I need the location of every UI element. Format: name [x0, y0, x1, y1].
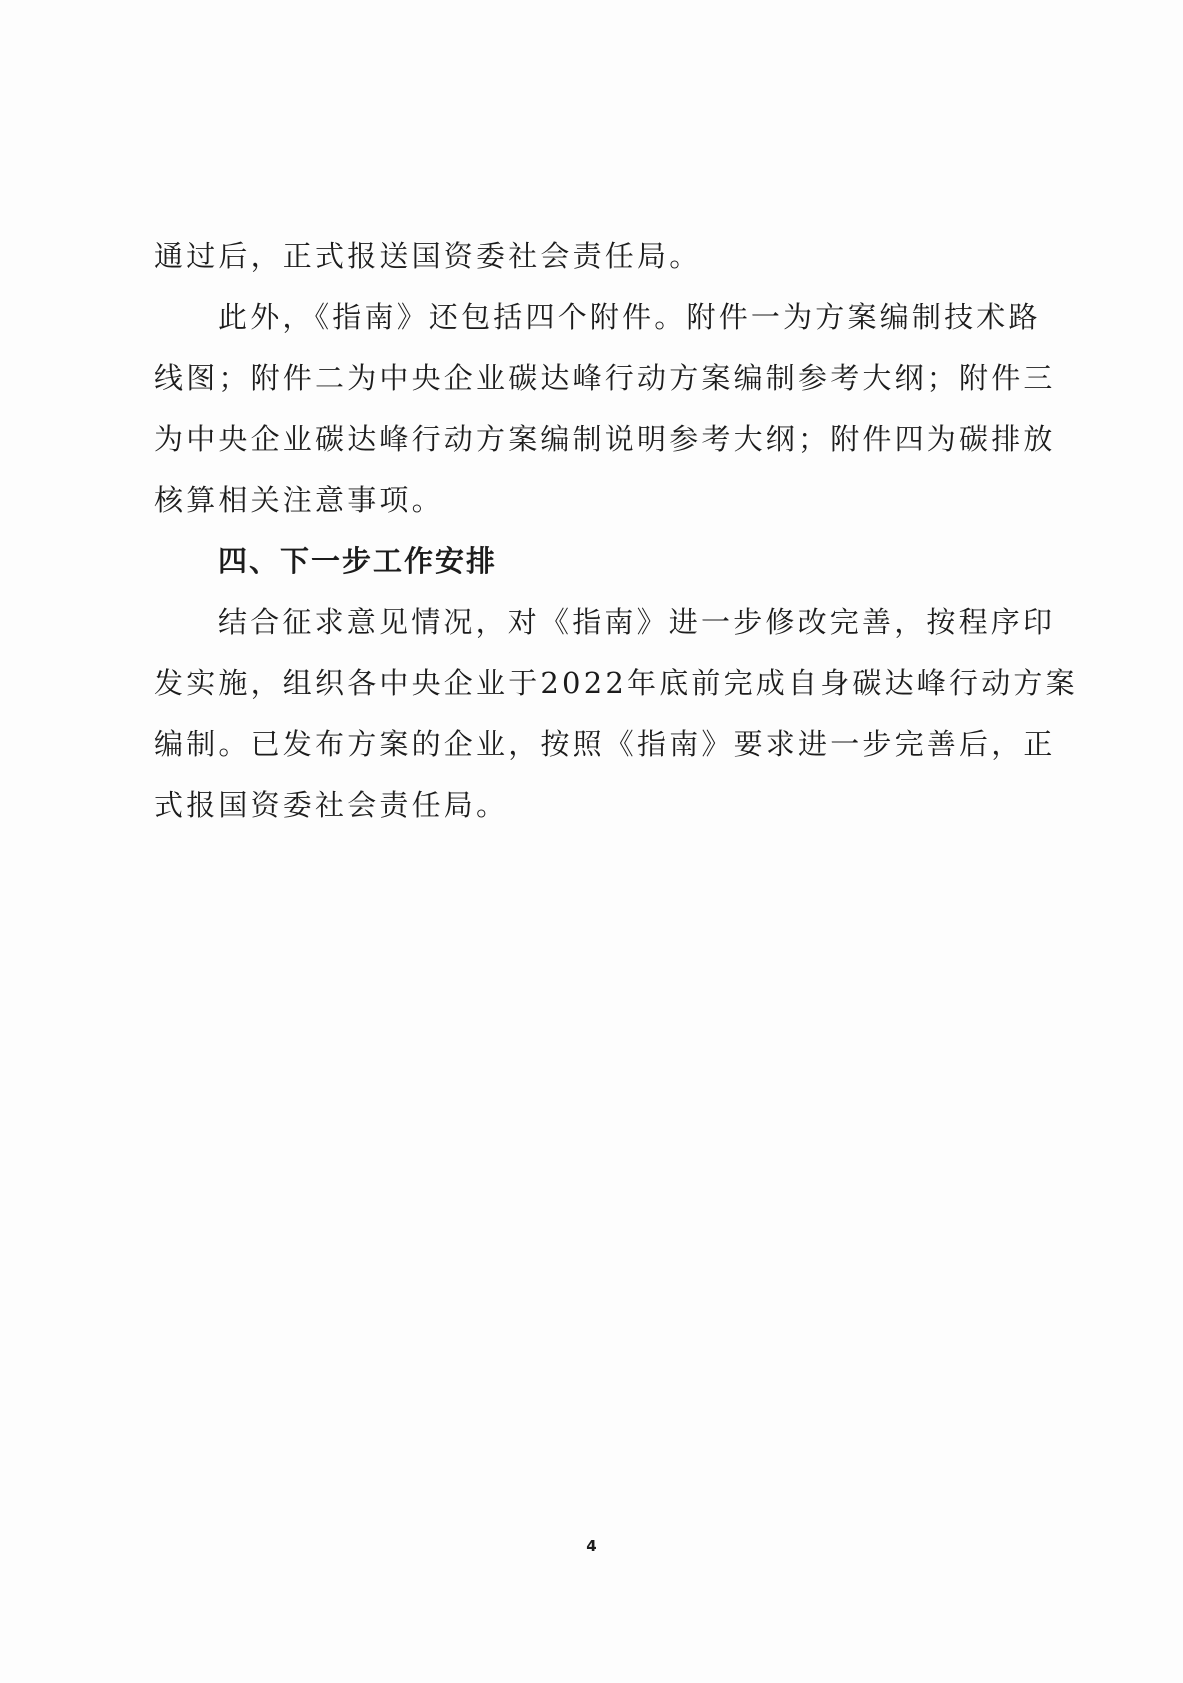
text-line: 编制。已发布方案的企业，按照《指南》要求进一步完善后，正 — [154, 727, 1056, 761]
section-heading: 四、下一步工作安排 — [218, 544, 498, 578]
body-text — [154, 226, 1078, 836]
text-line: 为中央企业碳达峰行动方案编制说明参考大纲；附件四为碳排放 — [154, 422, 1056, 456]
text-line: 线图；附件二为中央企业碳达峰行动方案编制参考大纲；附件三 — [154, 361, 1056, 395]
page-number: 4 — [586, 1537, 597, 1555]
text-line: 通过后，正式报送国资委社会责任局。 — [154, 239, 702, 273]
paragraph-first-line: 此外，《指南》还包括四个附件。附件一为方案编制技术路 — [218, 300, 1041, 334]
text-line: 式报国资委社会责任局。 — [154, 788, 509, 822]
text-line: 发实施，组织各中央企业于2022年底前完成自身碳达峰行动方案 — [154, 666, 1078, 700]
text-line: 核算相关注意事项。 — [154, 483, 444, 517]
paragraph-first-line: 结合征求意见情况，对《指南》进一步修改完善，按程序印 — [218, 605, 1056, 639]
